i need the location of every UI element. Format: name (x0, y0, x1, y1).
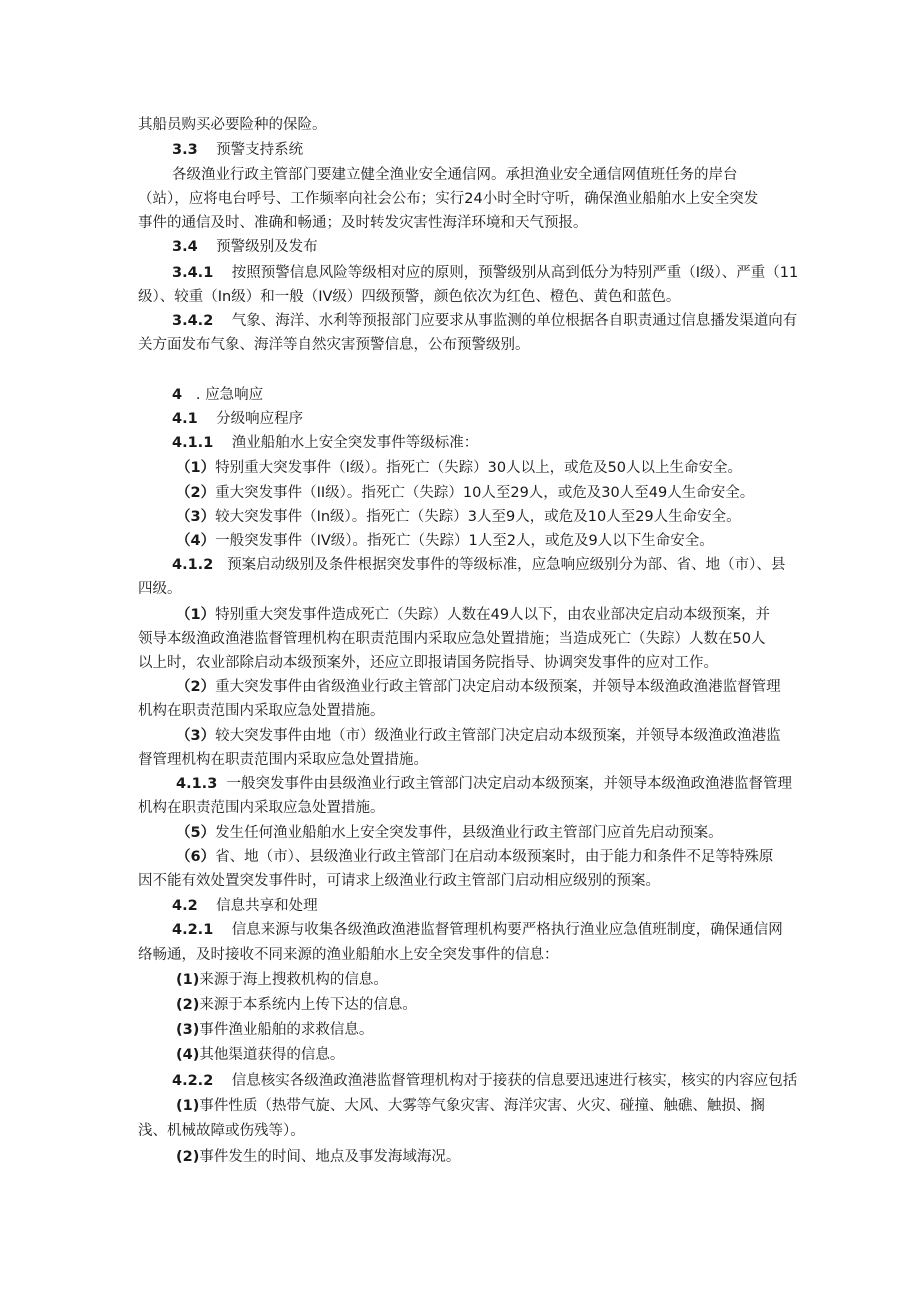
text-line: 其船员购买必要险种的保险。 (138, 117, 327, 133)
text-line: 以上时，农业部除启动本级预案外，还应立即报请国务院指导、协调突发事件的应对工作。 (138, 655, 718, 671)
list-item: (2)来源于本系统内上传下达的信息。 (176, 997, 417, 1013)
text-line: 领导本级渔政渔港监督管理机构在职责范围内采取应急处置措施；当造成死亡（失踪）人数在50人 (138, 631, 766, 647)
text-line: 3.4.1 按照预警信息风险等级相对应的原则，预警级别从高到低分为特别严重（I级）、严重（11 (172, 265, 799, 281)
list-item: （3）较大突发事件由地（市）级渔业行政主管部门决定启动本级预案，并领导本级渔政渔港监 (176, 728, 781, 744)
list-item: （4）一般突发事件（IV级）。指死亡（失踪）1人至2人，或危及9人以下生命安全。 (176, 533, 714, 549)
list-item: (4)其他渠道获得的信息。 (176, 1047, 345, 1063)
section-heading: 4.1 分级响应程序 (172, 411, 304, 427)
section-heading: 4.2 信息共享和处理 (172, 898, 318, 914)
text-line: 络畅通，及时接收不同来源的渔业船舶水上安全突发事件的信息： (138, 947, 559, 963)
text-line: 浅、机械故障或伤残等）。 (138, 1123, 305, 1139)
text-line: 四级。 (138, 581, 182, 597)
text-line: 关方面发布气象、海洋等自然灾害预警信息，公布预警级别。 (138, 337, 530, 353)
list-item: （5）发生任何渔业船舶水上安全突发事件，县级渔业行政主管部门应首先启动预案。 (176, 825, 723, 841)
text-line: 级）、较重（In级）和一般（IV级）四级预警，颜色依次为红色、橙色、黄色和蓝色。 (138, 289, 681, 305)
text-line: 机构在职责范围内采取应急处置措施。 (138, 703, 385, 719)
list-item: (1)来源于海上搜救机构的信息。 (176, 972, 388, 988)
list-item: (1)事件性质（热带气旋、大风、大雾等气象灾害、海洋灾害、火灾、碰撞、触礁、触损、搁 (176, 1098, 765, 1114)
section-heading: 3.4 预警级别及发布 (172, 239, 318, 255)
text-line: 督管理机构在职责范围内采取应急处置措施。 (138, 752, 428, 768)
text-line: 事件的通信及时、准确和畅通；及时转发灾害性海洋环境和天气预报。 (138, 215, 588, 231)
text-line: 4.1.3 一般突发事件由县级渔业行政主管部门决定启动本级预案，并领导本级渔政渔港监督管理 (176, 776, 793, 792)
list-item: （1）特别重大突发事件造成死亡（失踪）人数在49人以下，由农业部决定启动本级预案，并 (176, 607, 771, 623)
text-line: 4.2.2 信息核实各级渔政渔港监督管理机构对于接获的信息要迅速进行核实，核实的内容应包括 (172, 1073, 798, 1089)
list-item: (2)事件发生的时间、地点及事发海域海况。 (176, 1149, 461, 1165)
text-line: （站），应将电台呼号、工作频率向社会公布；实行24小时全时守听，确保渔业船舶水上安全突发 (138, 191, 759, 207)
text-line: 机构在职责范围内采取应急处置措施。 (138, 800, 385, 816)
section-heading: 4 . 应急响应 (172, 387, 264, 403)
list-item: (3)事件渔业船舶的求救信息。 (176, 1022, 374, 1038)
list-item: （2）重大突发事件（II级）。指死亡（失踪）10人至29人，或危及30人至49人生命安全。 (176, 485, 755, 501)
list-item: （6）省、地（市）、县级渔业行政主管部门在启动本级预案时，由于能力和条件不足等特殊原 (176, 849, 774, 865)
text-line: 各级渔业行政主管部门要建立健全渔业安全通信网。承担渔业安全通信网值班任务的岸台 (172, 167, 738, 183)
list-item: （2）重大突发事件由省级渔业行政主管部门决定启动本级预案，并领导本级渔政渔港监督管理 (176, 679, 781, 695)
text-line: 4.2.1 信息来源与收集各级渔政渔港监督管理机构要严格执行渔业应急值班制度，确保通信网 (172, 922, 783, 938)
text-line: 4.1.1 渔业船舶水上安全突发事件等级标准： (172, 435, 479, 451)
list-item: （1）特别重大突发事件（I级）。指死亡（失踪）30人以上，或危及50人以上生命安全。 (176, 460, 743, 476)
text-line: 3.4.2 气象、海洋、水利等预报部门应要求从事监测的单位根据各自职责通过信息播发渠道向有 (172, 313, 798, 329)
list-item: （3）较大突发事件（In级）。指死亡（失踪）3人至9人，或危及10人至29人生命安全。 (176, 509, 741, 525)
text-line: 因不能有效处置突发事件时，可请求上级渔业行政主管部门启动相应级别的预案。 (138, 873, 660, 889)
text-line: 4.1.2 预案启动级别及条件根据突发事件的等级标准，应急响应级别分为部、省、地（市）、县 (172, 557, 786, 573)
section-heading: 3.3 预警支持系统 (172, 142, 304, 158)
